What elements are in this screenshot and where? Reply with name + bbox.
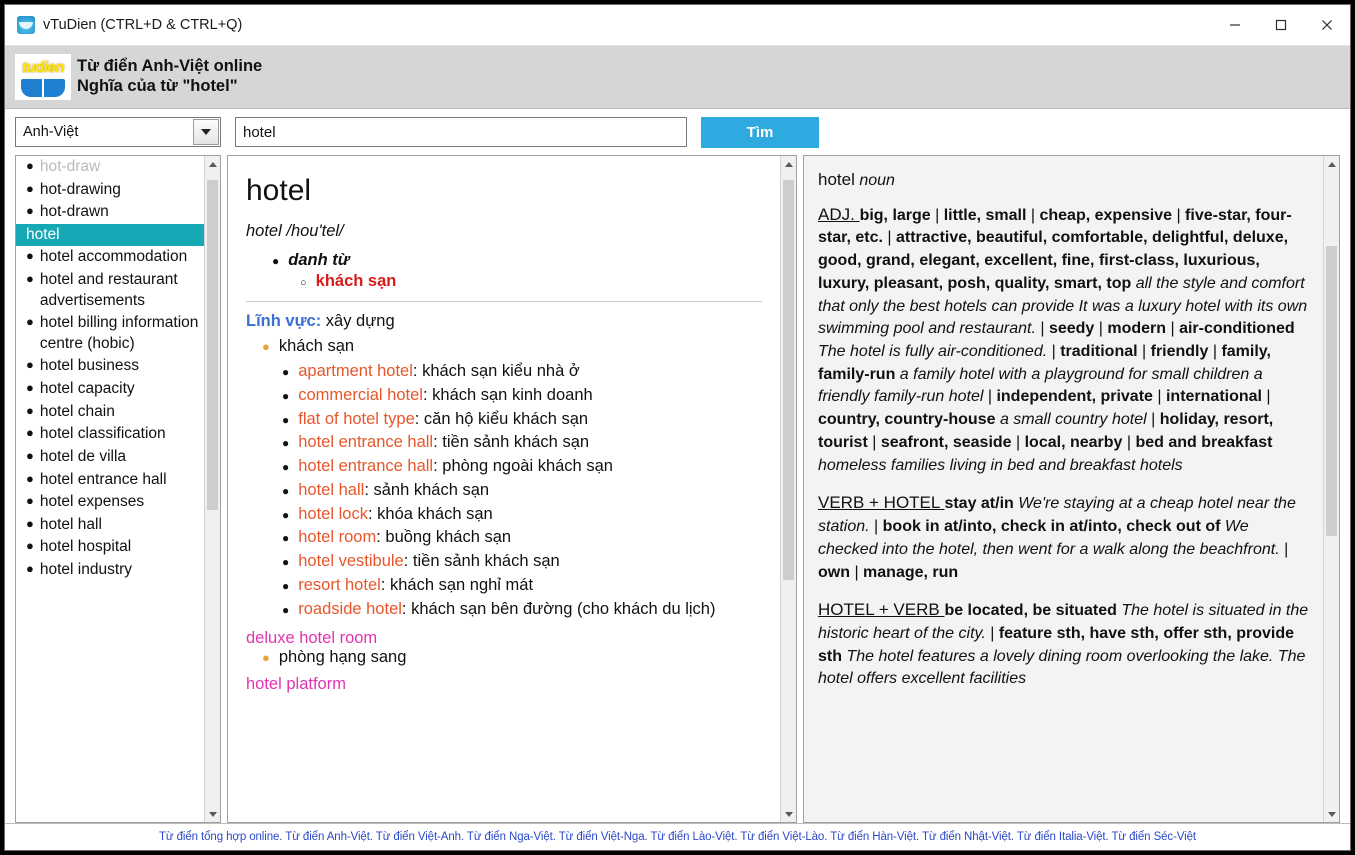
word-list-panel[interactable] — [15, 155, 221, 823]
bullet-icon: ● — [26, 560, 34, 576]
word-list-scrollbar[interactable] — [204, 156, 220, 822]
collocation-segment: cheap, expensive — [1039, 206, 1172, 224]
collocation-segment: modern — [1107, 320, 1167, 338]
scroll-down-icon[interactable] — [205, 806, 220, 822]
collocation-segment: homeless families living in bed and breakfast hotels — [818, 456, 1183, 474]
example-item — [282, 574, 762, 598]
example-term[interactable]: flat of hotel type — [298, 409, 415, 428]
word-list-item[interactable] — [16, 312, 204, 355]
word-list-item-label: hotel industry — [39, 560, 133, 578]
bullet-icon: ● — [282, 436, 290, 451]
bullet-icon: ● — [282, 507, 290, 522]
main-content — [5, 155, 1350, 823]
example-text: commercial hotel: khách sạn kinh doanh — [298, 385, 593, 404]
dictionary-select-value: Anh-Việt — [23, 124, 79, 140]
collocation-scroll-area — [804, 156, 1323, 822]
example-text: hotel vestibule: tiền sảnh khách sạn — [298, 552, 560, 570]
example-text: hotel hall: sảnh khách sạn — [298, 480, 490, 499]
bullet-icon: ● — [26, 180, 34, 196]
bullet-icon: ● — [282, 578, 290, 593]
bullet-icon: ● — [282, 531, 290, 546]
sense-label: khách sạn — [315, 272, 397, 290]
example-term[interactable]: hotel hall — [298, 480, 365, 499]
collocation-panel — [803, 155, 1340, 823]
word-list-item-label: hotel hospital — [39, 538, 132, 556]
collocation-segment: all the style and comfort that only the best hotels can provide It was a luxury hotel with its own swimming pool and restaurant. — [818, 274, 1308, 338]
pronunciation: hotel /hou'tel/ — [246, 222, 344, 240]
definition-scroll-area — [228, 156, 780, 822]
collocation-segment: little, small — [943, 206, 1027, 224]
divider — [246, 301, 762, 302]
bullet-icon: ● — [26, 203, 34, 219]
word-list-item[interactable] — [16, 559, 204, 582]
word-list-item[interactable] — [16, 355, 204, 378]
field-line — [246, 312, 762, 331]
word-list-item[interactable] — [16, 246, 204, 269]
collocation-segment: | — [983, 388, 997, 406]
collocation-segment: big, large — [859, 206, 931, 224]
minimize-button[interactable] — [1212, 6, 1258, 45]
word-list-item[interactable] — [16, 378, 204, 401]
scroll-down-icon[interactable] — [781, 806, 796, 822]
word-list-item-label: hot-drawn — [39, 203, 109, 221]
bullet-icon: ● — [26, 158, 34, 173]
collocation-block — [818, 491, 1309, 584]
example-item — [282, 550, 762, 574]
bullet-icon: ● — [26, 314, 34, 330]
collocation-pos: noun — [859, 172, 895, 189]
bullet-icon: ● — [282, 365, 290, 379]
scroll-up-icon[interactable] — [1324, 156, 1339, 172]
word-list-item[interactable] — [16, 446, 204, 469]
collocation-category: ADJ. — [818, 204, 860, 224]
collocation-segment: a family hotel with a playground for small children a friendly family-run hotel — [818, 365, 1263, 406]
sense — [300, 272, 762, 291]
word-list-item-label: hotel hall — [39, 515, 102, 533]
subentry-list — [246, 629, 762, 694]
collocation-segment: The hotel features a lovely dining room overlooking the lake. The hotel offers excellent facilities — [818, 647, 1306, 688]
example-text: roadside hotel: khách sạn bên đường (cho khách du lịch) — [298, 599, 716, 618]
bullet-icon: ● — [26, 538, 34, 554]
part-of-speech — [272, 251, 762, 270]
collocation-segment: | — [1172, 206, 1186, 224]
collocation-headword: hotel — [818, 170, 855, 189]
collocation-segment: stay at/in — [944, 495, 1014, 513]
word-list-item-label: hot-draw — [39, 158, 101, 175]
banner-title: Từ điển Anh-Việt online — [77, 57, 263, 76]
example-text: hotel lock: khóa khách sạn — [298, 504, 493, 523]
close-button[interactable] — [1304, 6, 1350, 45]
app-logo-icon — [17, 16, 35, 34]
example-text: hotel room: buồng khách sạn — [298, 528, 512, 547]
example-text: hotel entrance hall: tiền sảnh khách sạn — [298, 433, 590, 452]
word-list-item-label: hotel — [26, 225, 60, 243]
collocation-segment: own — [818, 563, 850, 581]
scrollbar-thumb[interactable] — [1326, 246, 1337, 536]
word-list-item-label: hotel business — [39, 357, 139, 375]
example-item — [282, 360, 762, 384]
collocation-segment: | — [985, 624, 999, 642]
scrollbar-thumb[interactable] — [783, 180, 794, 580]
example-term[interactable]: resort hotel — [298, 575, 381, 594]
example-item — [282, 503, 762, 527]
collocation-segment: | — [1146, 411, 1160, 429]
collocation-segment: air-conditioned — [1179, 320, 1295, 338]
collocation-headword-line — [818, 168, 1309, 193]
collocation-segment: | — [882, 229, 896, 247]
word-list-item-label: hotel expenses — [39, 493, 145, 511]
bullet-icon: ● — [272, 254, 280, 268]
collocation-segment: | — [867, 433, 881, 451]
scroll-up-icon[interactable] — [205, 156, 220, 172]
bullet-icon: ● — [26, 470, 34, 486]
bullet-icon: ● — [282, 483, 290, 498]
collocation-segment: | — [1122, 433, 1136, 451]
collocation-category: HOTEL + VERB — [818, 600, 945, 620]
definition-panel — [227, 155, 797, 823]
example-term[interactable]: roadside hotel — [298, 599, 402, 618]
example-term[interactable]: hotel room — [298, 528, 377, 547]
part-of-speech-label: danh từ — [288, 251, 350, 269]
book-icon — [21, 79, 65, 97]
bullet-icon: ● — [282, 602, 290, 617]
search-bar — [5, 109, 1350, 155]
collocation-segment: book in at/into, check in at/into, check out of — [882, 518, 1221, 536]
dictionary-select[interactable] — [15, 117, 221, 147]
word-list-item-label: hotel billing information centre (hobic) — [39, 314, 199, 352]
topic-line — [262, 337, 762, 356]
footer-links[interactable]: Từ điển tổng hợp online. Từ điển Anh-Việt. Từ điển Việt-Anh. Từ điển Nga-Việt. Từ điển Việt-Nga. Từ điển Lào-Việt. Từ điển Việt-Lào. Từ điển Hàn-Việt. Từ điển Nhật-Việt. Từ điển Italia-Việt. Từ điển Séc-Việt — [5, 823, 1350, 850]
collocation-segment: | — [1279, 540, 1289, 558]
bullet-icon: ● — [26, 271, 34, 287]
dot-icon: ● — [262, 339, 270, 354]
word-list-item[interactable] — [16, 179, 204, 202]
collocation-scrollbar[interactable] — [1323, 156, 1339, 822]
collocation-segment: | — [1026, 206, 1040, 224]
word-list-item[interactable] — [16, 269, 204, 312]
bullet-icon: ● — [26, 380, 34, 396]
collocation-segment: friendly — [1150, 343, 1209, 361]
bullet-icon: ● — [26, 402, 34, 418]
bullet-icon: ● — [282, 388, 290, 403]
collocation-segment: | — [1208, 343, 1222, 361]
example-item — [282, 431, 762, 455]
definition-scrollbar[interactable] — [780, 156, 796, 822]
example-text: flat of hotel type: căn hộ kiểu khách sạn — [298, 409, 589, 428]
search-button[interactable]: Tìm — [701, 117, 819, 148]
collocation-segment: attractive, beautiful, comfortable, delightful, deluxe, good, grand, elegant, excellent, fine, first-class, luxurious, luxury, pleasant, posh, quality, smart, top — [818, 229, 1289, 292]
example-item — [282, 384, 762, 408]
bullet-icon: ● — [282, 555, 290, 569]
dot-icon: ● — [262, 650, 270, 666]
collocation-segment: local, nearby — [1024, 433, 1123, 451]
example-item — [282, 408, 762, 432]
collocation-segment: international — [1165, 388, 1262, 406]
subentry-head[interactable]: deluxe hotel room — [246, 629, 378, 648]
word-list-item[interactable] — [16, 536, 204, 559]
collocation-segment: independent, private — [996, 388, 1153, 406]
scrollbar-thumb[interactable] — [207, 180, 218, 510]
site-logo-text: tudien — [22, 59, 64, 76]
collocation-segment: country, country-house — [818, 411, 996, 429]
chevron-down-icon[interactable] — [193, 119, 219, 145]
collocation-block — [818, 203, 1309, 478]
word-list-item[interactable] — [16, 224, 204, 247]
site-banner — [5, 46, 1350, 109]
example-text: resort hotel: khách sạn nghỉ mát — [298, 575, 534, 594]
word-list-item-label: hotel chain — [39, 402, 115, 420]
collocation-blocks — [818, 203, 1309, 691]
bullet-icon: ● — [26, 248, 34, 264]
example-term[interactable]: hotel entrance hall — [298, 433, 434, 452]
window-title: vTuDien (CTRL+D & CTRL+Q) — [43, 17, 243, 33]
example-item — [282, 455, 762, 479]
word-list-item-label: hotel capacity — [39, 380, 135, 398]
search-input[interactable] — [235, 117, 687, 147]
example-term[interactable]: hotel entrance hall — [298, 457, 434, 475]
collocation-segment: | — [1152, 388, 1166, 406]
collocation-segment: bed and breakfast — [1135, 433, 1273, 451]
example-list — [246, 360, 762, 621]
collocation-segment: | — [1047, 343, 1061, 361]
title-bar — [5, 5, 1350, 46]
site-logo-icon — [15, 54, 71, 100]
word-list-item-label: hot-drawing — [39, 180, 121, 198]
field-label: Lĩnh vực: — [246, 312, 322, 330]
maximize-button[interactable] — [1258, 6, 1304, 45]
banner-text-group — [77, 57, 262, 97]
subentry-gloss-text: phòng hạng sang — [278, 648, 407, 667]
scroll-up-icon[interactable] — [781, 156, 796, 172]
word-list-item[interactable] — [16, 423, 204, 446]
collocation-segment: | — [850, 563, 864, 581]
bullet-icon: ● — [26, 425, 34, 441]
collocation-segment: | — [1166, 320, 1180, 338]
word-list-item[interactable] — [16, 491, 204, 514]
word-list-item-label: hotel classification — [39, 425, 166, 443]
example-term[interactable]: hotel vestibule — [298, 552, 404, 570]
bullet-icon: ● — [282, 412, 290, 427]
collocation-segment: We're staying at a cheap hotel near the station. — [818, 495, 1296, 536]
example-item — [282, 526, 762, 550]
collocation-category: VERB + HOTEL — [818, 493, 945, 513]
field-value: xây dựng — [325, 312, 395, 330]
collocation-segment: be located, be situated — [944, 602, 1117, 620]
collocation-segment: | — [1137, 343, 1151, 361]
collocation-segment: seafront, seaside — [880, 433, 1012, 451]
subentry-head[interactable]: hotel platform — [246, 675, 346, 694]
bullet-icon: ● — [282, 460, 290, 474]
collocation-segment: | — [869, 518, 883, 536]
example-term[interactable]: commercial hotel — [298, 385, 423, 404]
collocation-segment: | — [1261, 388, 1271, 406]
collocation-segment: feature sth, have sth, offer sth, provide sth — [818, 624, 1294, 665]
collocation-segment: seedy — [1048, 320, 1095, 338]
collocation-segment: manage, run — [863, 563, 959, 581]
application-window — [4, 4, 1351, 851]
collocation-segment: | — [1035, 320, 1049, 338]
collocation-segment: a small country hotel — [995, 411, 1147, 429]
collocation-segment: traditional — [1060, 343, 1138, 361]
word-list-item-label: hotel de villa — [39, 447, 127, 465]
collocation-block — [818, 598, 1309, 691]
example-text: hotel entrance hall: phòng ngoài khách sạn — [298, 457, 613, 475]
subentry-gloss — [262, 648, 762, 667]
circle-bullet-icon: ○ — [300, 277, 307, 289]
example-item — [282, 479, 762, 503]
collocation-segment: | — [1094, 320, 1108, 338]
example-term[interactable]: hotel lock — [298, 504, 368, 523]
word-list-item[interactable] — [16, 201, 204, 224]
bullet-icon: ● — [26, 357, 34, 373]
word-list-item-label: hotel and restaurant advertisements — [39, 271, 178, 309]
collocation-segment: family, family-run — [818, 343, 1271, 383]
example-text: apartment hotel: khách sạn kiểu nhà ở — [298, 362, 580, 380]
headword: hotel — [246, 174, 312, 207]
word-list-item-label: hotel entrance hall — [39, 470, 167, 488]
topic-label: khách sạn — [278, 337, 355, 355]
example-item — [282, 598, 762, 622]
word-list-item[interactable] — [16, 469, 204, 492]
word-list-item[interactable] — [16, 514, 204, 537]
collocation-segment: holiday, resort, tourist — [818, 411, 1274, 451]
word-list-item[interactable] — [16, 401, 204, 424]
example-term[interactable]: apartment hotel — [298, 362, 413, 380]
collocation-segment: five-star, four-star, etc. — [818, 206, 1292, 247]
bullet-icon: ● — [26, 447, 34, 463]
collocation-segment: The hotel is situated in the historic heart of the city. — [818, 602, 1309, 642]
collocation-segment: The hotel is fully air-conditioned. — [818, 343, 1048, 361]
word-list-scroll-area — [16, 156, 204, 822]
banner-subtitle: Nghĩa của từ "hotel" — [77, 77, 238, 95]
word-list-item[interactable] — [16, 156, 204, 179]
collocation-segment: We checked into the hotel, then went for a walk along the beachfront. — [818, 518, 1280, 558]
bullet-icon: ● — [26, 515, 34, 531]
word-list-item-label: hotel accommodation — [39, 248, 188, 266]
collocation-segment: | — [930, 206, 944, 224]
bullet-icon: ● — [26, 493, 34, 509]
scroll-down-icon[interactable] — [1324, 806, 1339, 822]
collocation-segment: | — [1011, 433, 1025, 451]
